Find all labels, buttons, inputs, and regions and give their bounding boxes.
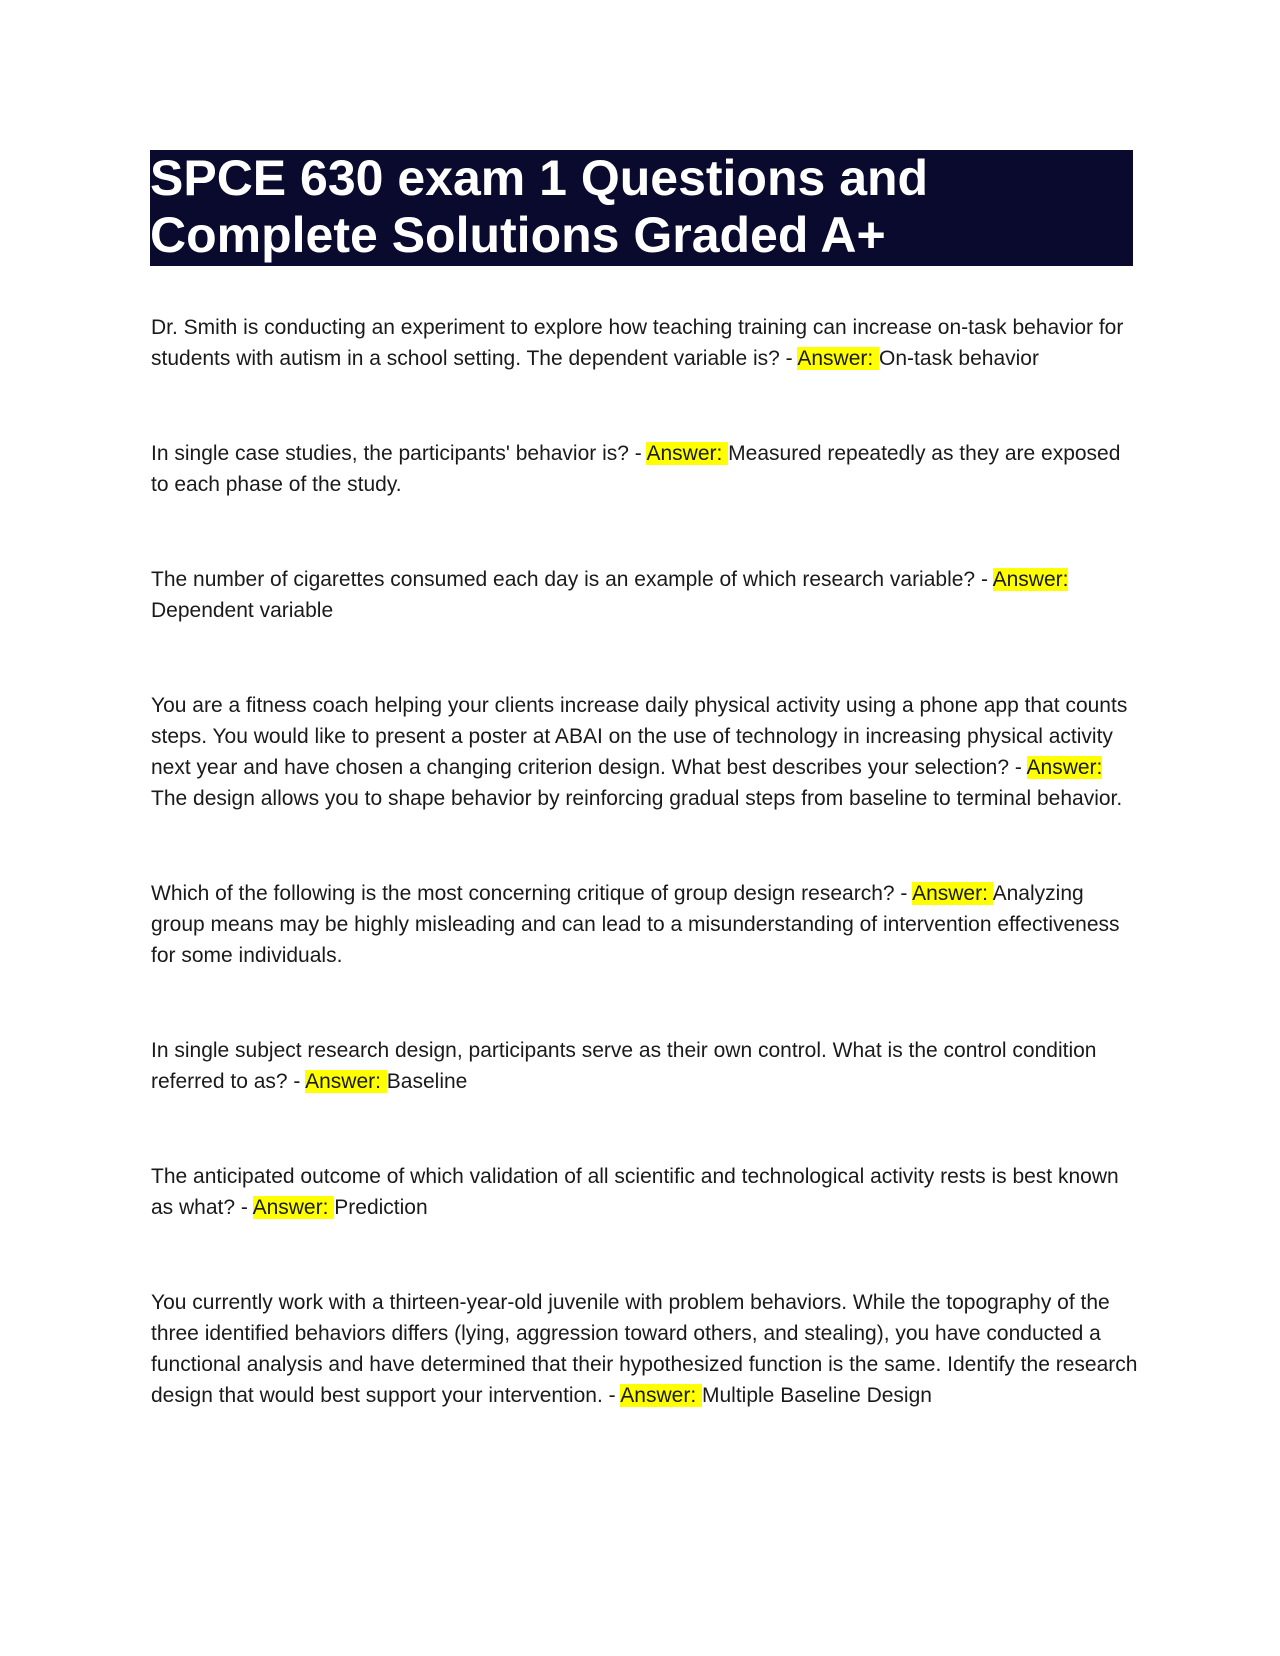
- qa-item: [151, 690, 1141, 814]
- separator-text: -: [975, 568, 993, 591]
- answer-text: Analyzing group means may be highly misleading and can lead to a misunderstanding of intervention effectiveness for some individuals.: [151, 882, 1120, 967]
- separator-text: -: [628, 442, 647, 465]
- answer-label: Answer:: [912, 882, 993, 905]
- answer-label: Answer:: [252, 1196, 335, 1219]
- question-text: In single subject research design, participants serve as their own control. What is the control condition referred to as?: [151, 1039, 1097, 1093]
- separator-text: -: [1009, 756, 1027, 779]
- answer-text: Dependent variable: [151, 599, 334, 622]
- answer-label: Answer:: [620, 1384, 702, 1407]
- question-text: The number of cigarettes consumed each day is an example of which research variable?: [151, 568, 976, 591]
- answer-text: On-task behavior: [879, 347, 1039, 370]
- answer-label: Answer:: [1026, 756, 1103, 779]
- qa-item: [151, 1035, 1141, 1097]
- document-title: SPCE 630 exam 1 Questions and Complete Solutions Graded A+: [150, 150, 929, 263]
- title-banner: [150, 150, 1133, 266]
- qa-item: [151, 878, 1141, 971]
- separator-text: -: [235, 1196, 253, 1219]
- answer-label: Answer:: [646, 442, 729, 465]
- separator-text: -: [287, 1070, 306, 1093]
- qa-item: [151, 1161, 1141, 1223]
- qa-item: [151, 564, 1141, 626]
- answer-text: Multiple Baseline Design: [702, 1384, 932, 1407]
- question-text: The anticipated outcome of which validation of all scientific and technological activity rests is best known as what?: [151, 1165, 1119, 1219]
- question-text: You currently work with a thirteen-year-old juvenile with problem behaviors. While the topography of the three identified behaviors differs (lying, aggression toward others, and stealing), you have conducted a functional analysis and have determined that their hypothesized function is the same. Identify the research design that would best support your intervention.: [151, 1291, 1138, 1407]
- qa-item: [151, 438, 1141, 500]
- answer-text: The design allows you to shape behavior by reinforcing gradual steps from baseline to terminal behavior.: [151, 787, 1123, 810]
- question-text: In single case studies, the participants' behavior is?: [151, 442, 629, 465]
- answer-text: Baseline: [386, 1070, 468, 1093]
- separator-text: -: [894, 882, 913, 905]
- separator-text: -: [602, 1384, 621, 1407]
- qa-list: [151, 312, 1141, 1475]
- question-text: Which of the following is the most concerning critique of group design research?: [151, 882, 895, 905]
- answer-label: Answer:: [992, 568, 1069, 591]
- question-text: Dr. Smith is conducting an experiment to explore how teaching training can increase on-task behavior for students with autism in a school setting. The dependent variable is?: [151, 316, 1124, 370]
- answer-text: Measured repeatedly as they are exposed to each phase of the study.: [151, 442, 1121, 496]
- separator-text: -: [779, 347, 798, 370]
- answer-label: Answer:: [305, 1070, 387, 1093]
- answer-text: Prediction: [334, 1196, 428, 1219]
- qa-item: [151, 1287, 1141, 1411]
- question-text: You are a fitness coach helping your clients increase daily physical activity using a phone app that counts steps. You would like to present a poster at ABAI on the use of technology in increasing physical activity next year and have chosen a changing criterion design. What best describes your selection?: [151, 694, 1128, 779]
- answer-label: Answer:: [797, 347, 880, 370]
- qa-item: [151, 312, 1141, 374]
